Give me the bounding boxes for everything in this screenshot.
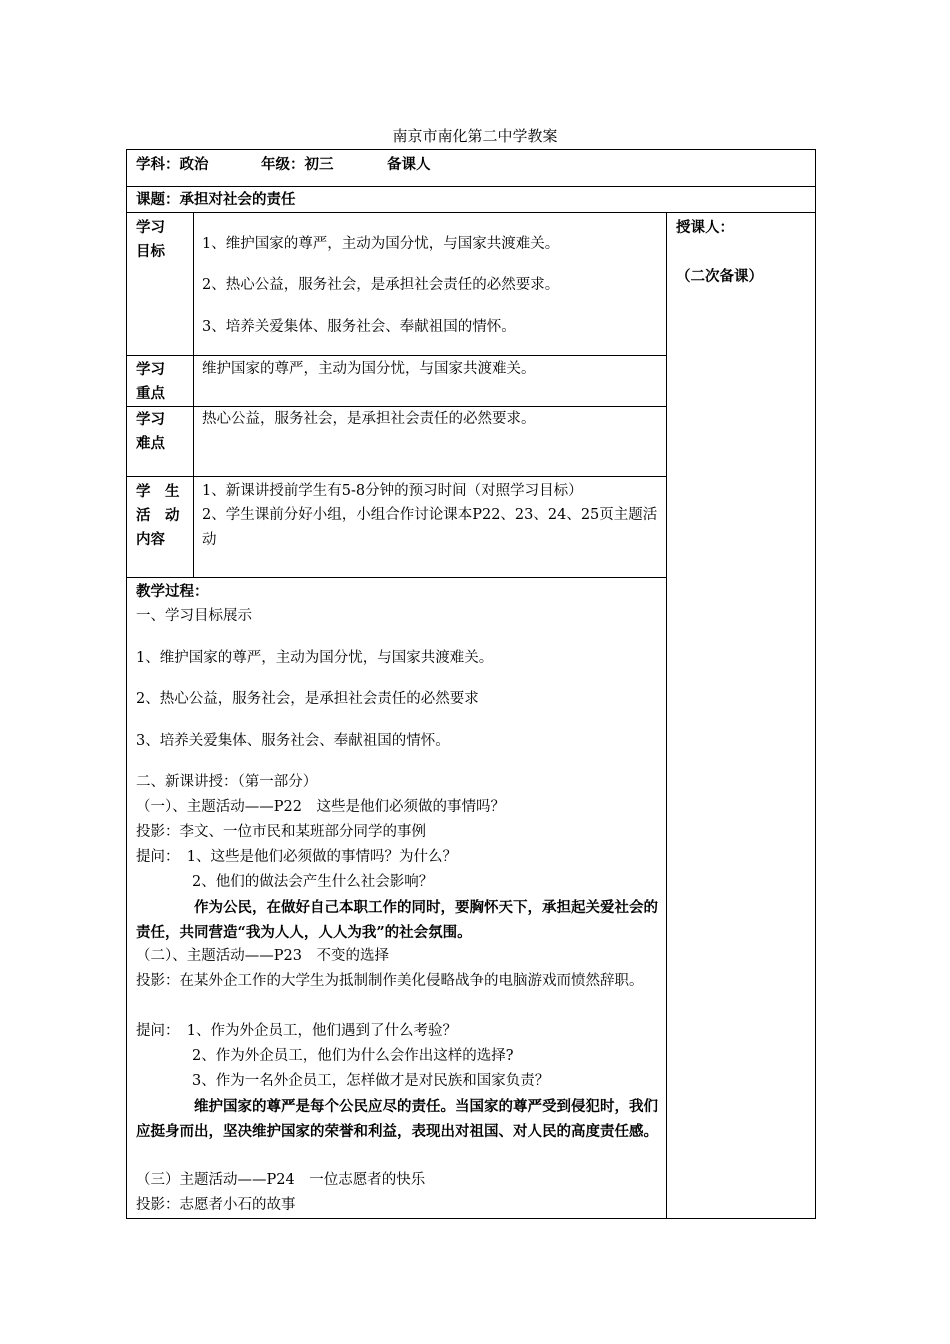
activity-heading: （一）、主题活动——P22 这些是他们必须做的事情吗？ <box>136 799 505 815</box>
section-heading: 一、学习目标展示 <box>136 608 252 624</box>
question-text: 提问： 1、作为外企员工，他们遇到了什么考验？ <box>136 1023 457 1039</box>
subject-label: 学科：政治 <box>136 156 209 173</box>
conclusion-text: 作为公民，在做好自己本职工作的同时，要胸怀天下，承担起关爱社会的责任，共同营造“我为人人，人人为我”的社会氛围。 <box>136 899 658 941</box>
page-title: 南京市南化第二中学教案 <box>392 127 558 145</box>
grade-label: 年级：初三 <box>261 156 334 173</box>
activity-heading: （二）、主题活动——P23 不变的选择 <box>136 948 389 964</box>
activities-row-label: 学 生 活 动 内容 <box>136 483 180 548</box>
question-text: 2、作为外企员工，他们为什么会作出这样的选择? <box>192 1048 514 1064</box>
difficulties-text: 热心公益，服务社会，是承担社会责任的必然要求。 <box>202 411 536 427</box>
projection-text: 投影：在某外企工作的大学生为抵制制作美化侵略战争的电脑游戏而愤然辞职。 <box>136 973 644 989</box>
topic-label: 课题：承担对社会的责任 <box>136 191 296 208</box>
projection-text: 投影：李文、一位市民和某班部分同学的事例 <box>136 824 426 840</box>
goal-item: 2、热心公益，服务社会，是承担社会责任的必然要求。 <box>202 277 560 293</box>
goal-item: 1、维护国家的尊严，主动为国分忧，与国家共渡难关。 <box>202 236 560 252</box>
question-text: 3、作为一名外企员工，怎样做才是对民族和国家负责？ <box>192 1073 550 1089</box>
difficulties-row-label: 学习 难点 <box>136 411 165 452</box>
keypoints-text: 维护国家的尊严，主动为国分忧，与国家共渡难关。 <box>202 361 536 377</box>
projection-text: 投影：志愿者小石的故事 <box>136 1197 296 1213</box>
keypoints-row-label: 学习 重点 <box>136 361 165 402</box>
activity-heading: （三）主题活动——P24 一位志愿者的快乐 <box>136 1172 426 1188</box>
second-prep-label: （二次备课） <box>676 268 763 285</box>
goals-row-label: 学习 目标 <box>136 219 165 260</box>
preparer-label: 备课人 <box>387 156 431 173</box>
process-goal: 1、维护国家的尊严，主动为国分忧，与国家共渡难关。 <box>136 650 494 666</box>
teacher-label: 授课人： <box>676 219 734 236</box>
process-goal: 3、培养关爱集体、服务社会、奉献祖国的情怀。 <box>136 733 450 749</box>
question-text: 2、他们的做法会产生什么社会影响？ <box>192 874 434 890</box>
process-goal: 2、热心公益，服务社会，是承担社会责任的必然要求 <box>136 691 479 707</box>
activity-line: 1、新课讲授前学生有5-8分钟的预习时间（对照学习目标） <box>202 483 583 499</box>
question-text: 提问： 1、这些是他们必须做的事情吗？为什么？ <box>136 849 457 865</box>
process-heading: 教学过程： <box>136 583 209 600</box>
section-heading: 二、新课讲授：（第一部分） <box>136 774 318 790</box>
activity-line: 2、学生课前分好小组，小组合作讨论课本P22、23、24、25页主题活动 <box>202 507 658 548</box>
goal-item: 3、培养关爱集体、服务社会、奉献祖国的情怀。 <box>202 319 516 335</box>
conclusion-text: 维护国家的尊严是每个公民应尽的责任。当国家的尊严受到侵犯时，我们应挺身而出，坚决维护国家的荣誉和利益，表现出对祖国、对人民的高度责任感。 <box>136 1098 658 1140</box>
